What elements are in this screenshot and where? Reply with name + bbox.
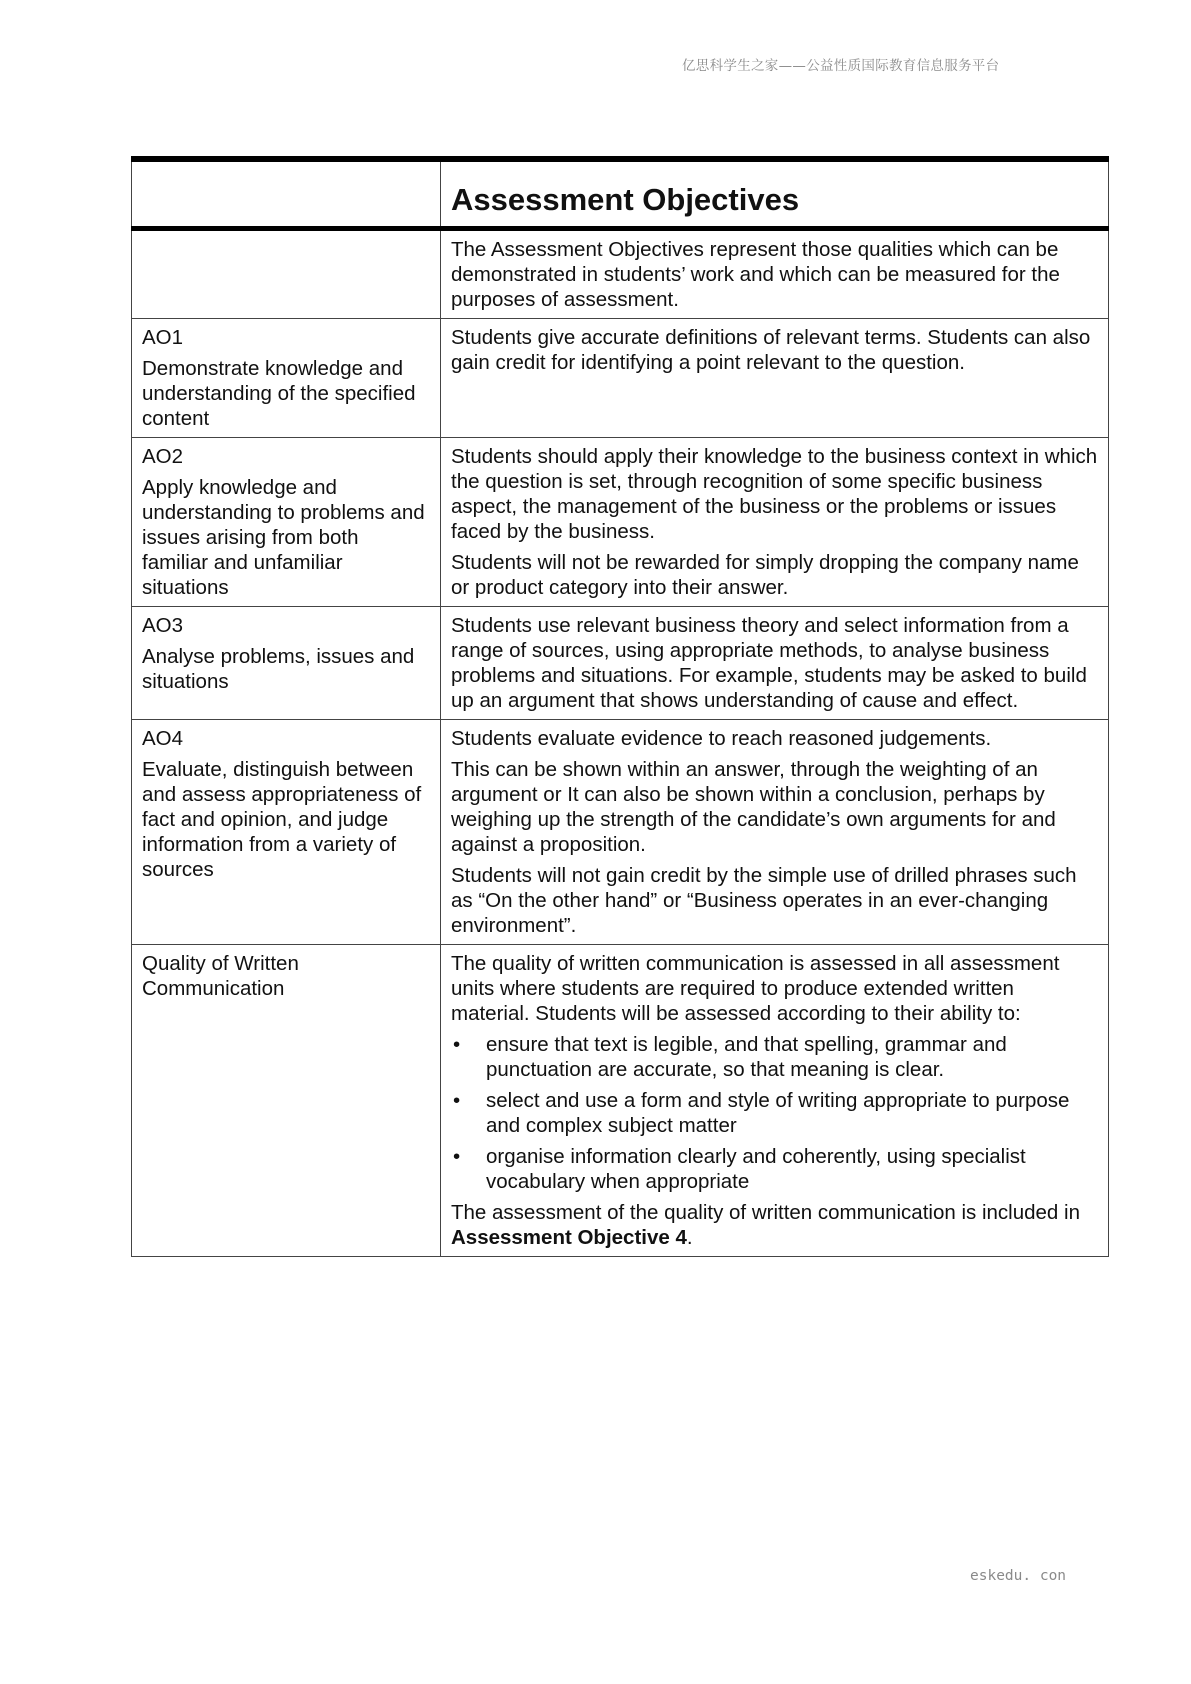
header-empty-cell	[132, 159, 441, 229]
header-title-cell	[441, 159, 1109, 229]
criteria-paragraph: Students evaluate evidence to reach reasoned judgements.	[451, 727, 992, 750]
qwc-bullet-list	[451, 1032, 1098, 1194]
objective-cell	[132, 720, 441, 945]
table-row-ao2	[132, 438, 1109, 607]
assessment-objectives-table	[131, 156, 1109, 1257]
table-row-ao3	[132, 607, 1109, 720]
criteria-paragraph: This can be shown within an answer, through the weighting of an argument or It can also be shown within a conclusion, perhaps by weighing up the strength of the candidate’s own arguments for and against a proposition.	[451, 758, 1056, 856]
table-row-ao1	[132, 319, 1109, 438]
criteria-paragraph: Students give accurate definitions of relevant terms. Students can also gain credit for identifying a point relevant to the question.	[451, 326, 1091, 374]
qwc-closing-suffix: .	[686, 1226, 693, 1249]
bullet-icon: •	[453, 1033, 461, 1056]
intro-text: The Assessment Objectives represent those qualities which can be demonstrated in students’ work and which can be measured for the purposes of assessment.	[451, 238, 1060, 311]
bullet-text: select and use a form and style of writing appropriate to purpose and complex subject matter	[486, 1089, 1070, 1137]
bullet-text: ensure that text is legible, and that spelling, grammar and punctuation are accurate, so that meaning is clear.	[486, 1033, 1007, 1081]
objective-code: AO2	[142, 445, 184, 468]
criteria-cell	[441, 945, 1109, 1257]
criteria-cell	[441, 319, 1109, 438]
qwc-label: Quality of Written Communication	[142, 952, 299, 1000]
objective-description: Evaluate, distinguish between and assess appropriateness of fact and opinion, and judge information from a variety of sources	[142, 758, 422, 881]
intro-empty-cell	[132, 229, 441, 319]
objective-code: AO1	[142, 326, 184, 349]
objective-code: AO4	[142, 727, 184, 750]
objective-code: AO3	[142, 614, 184, 637]
list-item	[451, 1088, 1098, 1138]
table-title: Assessment Objectives	[451, 182, 800, 217]
table-row-ao4	[132, 720, 1109, 945]
footer-watermark-text: eskedu. con	[970, 1568, 1067, 1584]
objective-cell	[132, 607, 441, 720]
qwc-closing-bold: Assessment Objective 4	[451, 1226, 687, 1249]
criteria-paragraph: Students will not be rewarded for simply dropping the company name or product category into their answer.	[451, 551, 1079, 599]
objective-description: Apply knowledge and understanding to problems and issues arising from both familiar and unfamiliar situations	[142, 476, 425, 599]
objective-cell	[132, 438, 441, 607]
objective-description: Analyse problems, issues and situations	[142, 645, 415, 693]
table-row-qwc	[132, 945, 1109, 1257]
bullet-icon: •	[453, 1089, 461, 1112]
intro-row	[132, 229, 1109, 319]
criteria-paragraph: Students should apply their knowledge to the business context in which the question is set, through recognition of some specific business aspect, the management of the business or the problems or issues faced by the business.	[451, 445, 1098, 543]
criteria-cell	[441, 607, 1109, 720]
list-item	[451, 1032, 1098, 1082]
objective-cell	[132, 945, 441, 1257]
criteria-cell	[441, 438, 1109, 607]
criteria-cell	[441, 720, 1109, 945]
objective-description: Demonstrate knowledge and understanding of the specified content	[142, 357, 416, 430]
qwc-intro: The quality of written communication is assessed in all assessment units where students are required to produce extended written material. Students will be assessed according to their ability to:	[451, 952, 1060, 1025]
criteria-paragraph: Students use relevant business theory and select information from a range of sources, using appropriate methods, to analyse business problems and situations. For example, students may be asked to build up an argument that shows understanding of cause and effect.	[451, 614, 1087, 712]
intro-cell	[441, 229, 1109, 319]
qwc-closing-prefix: The assessment of the quality of written communication is included in	[451, 1201, 1080, 1224]
objective-cell	[132, 319, 441, 438]
qwc-closing	[451, 1200, 1098, 1250]
bullet-text: organise information clearly and coherently, using specialist vocabulary when appropriate	[486, 1145, 1026, 1193]
header-watermark-text: 亿思科学生之家——公益性质国际教育信息服务平台	[682, 58, 1000, 74]
criteria-paragraph: Students will not gain credit by the simple use of drilled phrases such as “On the other hand” or “Business operates in an ever-changing environment”.	[451, 864, 1077, 937]
list-item	[451, 1144, 1098, 1194]
table-header-row	[132, 159, 1109, 229]
bullet-icon: •	[453, 1145, 461, 1168]
